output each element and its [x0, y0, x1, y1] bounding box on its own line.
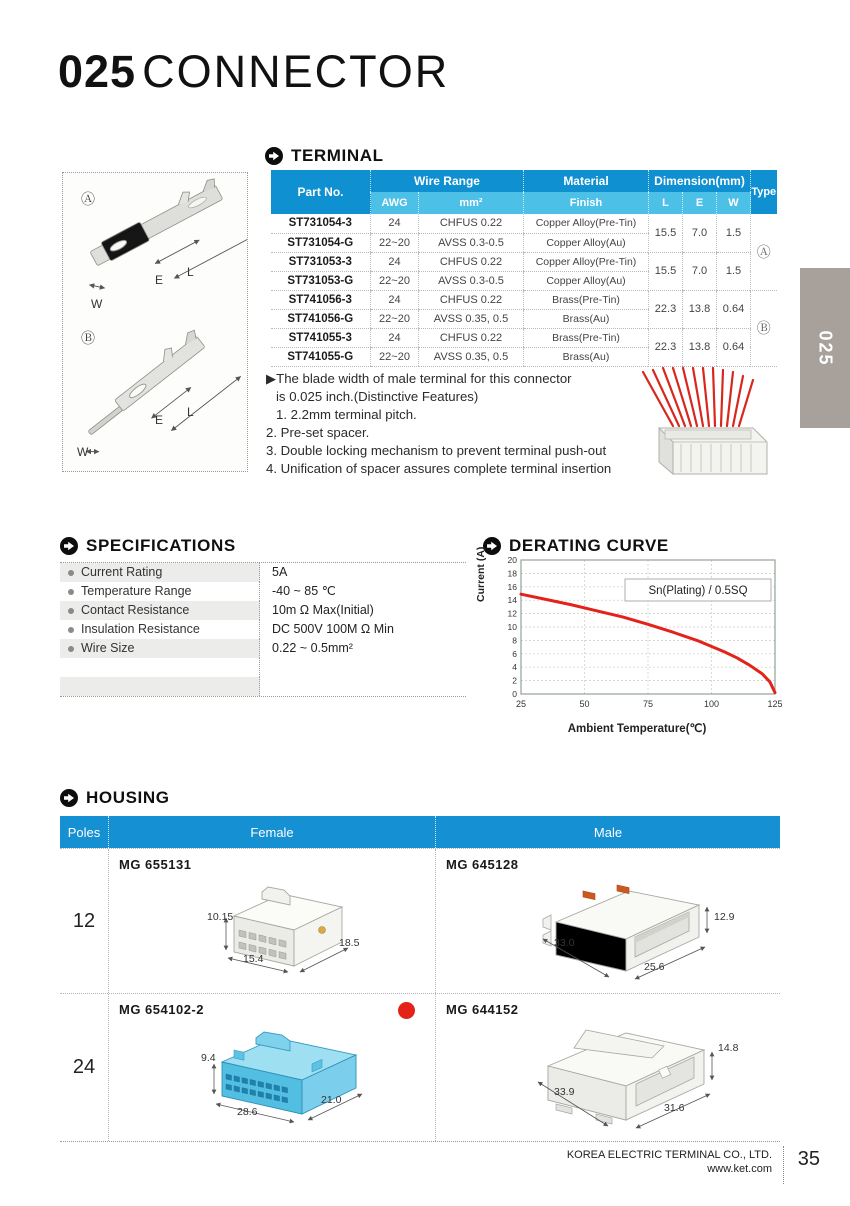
housing-row-24 — [60, 993, 780, 1141]
terminal-type-a-label: Ⓐ — [81, 191, 95, 207]
svg-text:8: 8 — [512, 635, 517, 646]
cell-finish: Brass(Au) — [524, 309, 649, 328]
cell-awg: 22~20 — [371, 309, 419, 328]
features-intro-line1: ▶The blade width of male terminal for this connector — [266, 371, 572, 386]
svg-text:14: 14 — [507, 595, 517, 606]
dim-depth: 18.5 — [339, 937, 360, 949]
terminal-a-dim-l: L — [187, 265, 194, 279]
housing-row-12 — [60, 848, 780, 993]
spec-label: Contact Resistance — [81, 603, 190, 617]
side-tab-label: 025 — [815, 329, 836, 367]
spec-label: Temperature Range — [81, 584, 192, 598]
female-12-connector-image — [204, 874, 364, 989]
housing-table-header — [60, 816, 780, 848]
poles-count: 24 — [72, 1056, 96, 1078]
spec-value — [260, 658, 466, 677]
cell-awg: 22~20 — [371, 233, 419, 252]
col-header-awg: AWG — [371, 192, 419, 214]
dim-width: 25.6 — [644, 961, 665, 973]
terminal-b-dim-w: W — [77, 445, 89, 459]
specifications-section-header — [60, 536, 236, 556]
dim-height: 9.4 — [201, 1052, 216, 1064]
feature-item-4: 4. Unification of spacer assures complete terminal insertion — [266, 461, 612, 476]
cell-awg: 24 — [371, 328, 419, 347]
svg-text:6: 6 — [512, 648, 517, 659]
cell-part-no: ST741056-3 — [271, 290, 371, 309]
terminal-a-dim-e: E — [155, 273, 164, 287]
col-header-l: L — [649, 192, 683, 214]
poles-count: 12 — [72, 909, 96, 932]
cell-awg: 24 — [371, 252, 419, 271]
cell-awg: 24 — [371, 214, 419, 233]
svg-text:50: 50 — [579, 699, 590, 709]
bullet-icon — [68, 627, 74, 633]
spec-row — [60, 582, 466, 601]
spec-value: 0.22 ~ 0.5mm² — [272, 641, 353, 655]
cell-dim-w: 1.5 — [717, 252, 751, 290]
arrow-circle-icon — [265, 147, 283, 165]
cell-mm2: AVSS 0.3-0.5 — [419, 271, 524, 290]
cell-part-no: ST741055-3 — [271, 328, 371, 347]
derating-section-header — [483, 536, 669, 556]
col-header-dimension: Dimension(mm) — [649, 170, 751, 192]
part-number: MG 644152 — [446, 1002, 519, 1017]
part-number: MG 655131 — [119, 857, 192, 872]
cell-mm2: CHFUS 0.22 — [419, 328, 524, 347]
page-footer — [0, 1146, 850, 1186]
male-24-connector-image — [526, 1008, 739, 1140]
dim-width: 28.6 — [237, 1106, 258, 1118]
spec-row — [60, 563, 466, 582]
cell-dim-l: 15.5 — [649, 252, 683, 290]
cell-part-no: ST741055-G — [271, 347, 371, 366]
chart-y-axis-label: Current (A) — [475, 546, 487, 602]
cell-mm2: CHFUS 0.22 — [419, 252, 524, 271]
col-header-female: Female — [108, 816, 435, 848]
terminal-a-dim-w: W — [91, 297, 103, 311]
derating-section-title: DERATING CURVE — [509, 536, 669, 555]
table-row — [271, 290, 777, 309]
bullet-icon — [68, 589, 74, 595]
svg-text:100: 100 — [703, 699, 720, 709]
cell-dim-w: 0.64 — [717, 290, 751, 328]
cell-mm2: CHFUS 0.22 — [419, 214, 524, 233]
table-row — [271, 214, 777, 233]
cell-type-b: Ⓑ — [751, 290, 777, 366]
spec-label: Current Rating — [81, 565, 163, 579]
spec-row-empty — [60, 677, 466, 696]
feature-item-2: 2. Pre-set spacer. — [266, 425, 370, 440]
dim-length: 33.0 — [554, 937, 575, 949]
col-header-male: Male — [435, 816, 780, 848]
svg-text:20: 20 — [507, 555, 517, 565]
spec-row-empty — [60, 658, 466, 677]
page-title — [58, 46, 449, 98]
part-number: MG 645128 — [446, 857, 519, 872]
dim-width: 15.4 — [243, 953, 264, 965]
spec-row — [60, 620, 466, 639]
housing-section-header — [60, 788, 170, 808]
spec-value: 5A — [272, 565, 288, 579]
col-header-e: E — [683, 192, 717, 214]
cell-dim-e: 7.0 — [683, 252, 717, 290]
footer-website: www.ket.com — [707, 1163, 772, 1175]
features-text — [266, 370, 666, 478]
dim-depth: 21.0 — [321, 1094, 342, 1106]
spec-label: Wire Size — [81, 641, 135, 655]
cell-finish: Copper Alloy(Pre-Tin) — [524, 214, 649, 233]
cell-dim-e: 13.8 — [683, 328, 717, 366]
cell-dim-l: 15.5 — [649, 214, 683, 252]
cell-mm2: CHFUS 0.22 — [419, 290, 524, 309]
cell-part-no: ST741056-G — [271, 309, 371, 328]
cell-mm2: AVSS 0.35, 0.5 — [419, 347, 524, 366]
terminal-table — [270, 170, 777, 367]
svg-text:10: 10 — [507, 622, 517, 632]
cell-type-a: Ⓐ — [751, 214, 777, 290]
cell-awg: 24 — [371, 290, 419, 309]
housing-table — [60, 816, 780, 1142]
feature-item-1: 1. 2.2mm terminal pitch. — [276, 407, 417, 422]
dim-height: 14.8 — [718, 1042, 739, 1054]
male-12-connector-image — [531, 867, 731, 992]
wired-connector-image — [635, 366, 780, 488]
derating-chart-plot — [487, 554, 787, 716]
spec-row — [60, 601, 466, 620]
bullet-icon — [68, 646, 74, 652]
bullet-icon — [68, 608, 74, 614]
cell-finish: Brass(Pre-Tin) — [524, 290, 649, 309]
cell-part-no: ST731053-3 — [271, 252, 371, 271]
col-header-w: W — [717, 192, 751, 214]
cell-finish: Copper Alloy(Au) — [524, 271, 649, 290]
footer-company: KOREA ELECTRIC TERMINAL CO., LTD. — [566, 1149, 772, 1161]
svg-text:16: 16 — [507, 581, 517, 592]
col-header-wire-range: Wire Range — [371, 170, 524, 192]
cell-finish: Copper Alloy(Pre-Tin) — [524, 252, 649, 271]
cell-mm2: AVSS 0.3-0.5 — [419, 233, 524, 252]
table-row — [271, 252, 777, 271]
arrow-circle-icon — [60, 789, 78, 807]
spec-row — [60, 639, 466, 658]
cell-mm2: AVSS 0.35, 0.5 — [419, 309, 524, 328]
col-header-poles: Poles — [67, 824, 101, 840]
col-header-part-no: Part No. — [271, 170, 371, 214]
cell-dim-e: 13.8 — [683, 290, 717, 328]
cell-finish: Copper Alloy(Au) — [524, 233, 649, 252]
svg-text:75: 75 — [642, 699, 654, 709]
page-title-number: 025 — [58, 46, 137, 97]
spec-value: -40 ~ 85 ℃ — [272, 584, 336, 598]
housing-cell-female-12 — [108, 849, 435, 993]
page-title-word: CONNECTOR — [142, 46, 450, 97]
cell-dim-w: 1.5 — [717, 214, 751, 252]
cell-finish: Brass(Pre-Tin) — [524, 328, 649, 347]
features-intro-line2: is 0.025 inch.(Distinctive Features) — [276, 389, 479, 404]
col-header-mm2: mm² — [419, 192, 524, 214]
cell-dim-l: 22.3 — [649, 328, 683, 366]
dim-height: 12.9 — [714, 911, 735, 923]
bullet-icon — [68, 570, 74, 576]
housing-cell-male-24 — [435, 994, 780, 1141]
spec-value: 10m Ω Max(Initial) — [272, 603, 374, 617]
dim-length: 33.9 — [554, 1086, 575, 1098]
svg-text:0: 0 — [512, 689, 517, 699]
cell-awg: 22~20 — [371, 271, 419, 290]
cell-dim-l: 22.3 — [649, 290, 683, 328]
housing-section-title: HOUSING — [86, 788, 170, 807]
spec-value: DC 500V 100M Ω Min — [272, 622, 394, 636]
spec-value — [260, 677, 466, 696]
part-number: MG 654102-2 — [119, 1002, 204, 1017]
chart-x-axis-label: Ambient Temperature(℃) — [567, 723, 707, 735]
housing-cell-female-24 — [108, 994, 435, 1141]
dim-width: 31.6 — [664, 1102, 685, 1114]
specifications-section-title: SPECIFICATIONS — [86, 536, 236, 555]
svg-text:125: 125 — [767, 699, 783, 709]
svg-text:2: 2 — [512, 675, 517, 686]
terminal-diagram-panel — [62, 172, 248, 472]
svg-text:25: 25 — [515, 699, 527, 709]
cell-part-no: ST731054-G — [271, 233, 371, 252]
page-number: 35 — [797, 1148, 820, 1170]
cell-awg: 22~20 — [371, 347, 419, 366]
female-24-connector-image — [194, 1016, 384, 1136]
housing-cell-male-12 — [435, 849, 780, 993]
cell-part-no: ST731054-3 — [271, 214, 371, 233]
arrow-circle-icon — [60, 537, 78, 555]
col-header-finish: Finish — [524, 192, 649, 214]
table-row — [271, 328, 777, 347]
svg-text:18: 18 — [507, 568, 517, 579]
svg-text:12: 12 — [507, 608, 517, 619]
terminal-section-title: TERMINAL — [291, 146, 384, 165]
spec-label: Insulation Resistance — [81, 622, 200, 636]
specifications-table — [60, 562, 466, 697]
terminal-type-b-label: Ⓑ — [81, 330, 95, 346]
derating-chart — [475, 546, 787, 735]
cell-part-no: ST731053-G — [271, 271, 371, 290]
terminal-section-header — [265, 146, 384, 166]
dim-height: 10.15 — [207, 911, 234, 923]
terminal-b-dim-e: E — [155, 413, 164, 427]
cell-dim-w: 0.64 — [717, 328, 751, 366]
cell-finish: Brass(Au) — [524, 347, 649, 366]
red-dot-marker — [398, 1002, 415, 1019]
side-tab-025 — [800, 268, 850, 428]
svg-text:4: 4 — [512, 662, 517, 673]
col-header-type: Type — [751, 170, 777, 214]
footer-divider — [783, 1146, 784, 1184]
feature-item-3: 3. Double locking mechanism to prevent terminal push-out — [266, 443, 607, 458]
terminal-b-dim-l: L — [187, 405, 194, 419]
svg-text:Sn(Plating) / 0.5SQ: Sn(Plating) / 0.5SQ — [648, 585, 748, 597]
cell-dim-e: 7.0 — [683, 214, 717, 252]
col-header-material: Material — [524, 170, 649, 192]
